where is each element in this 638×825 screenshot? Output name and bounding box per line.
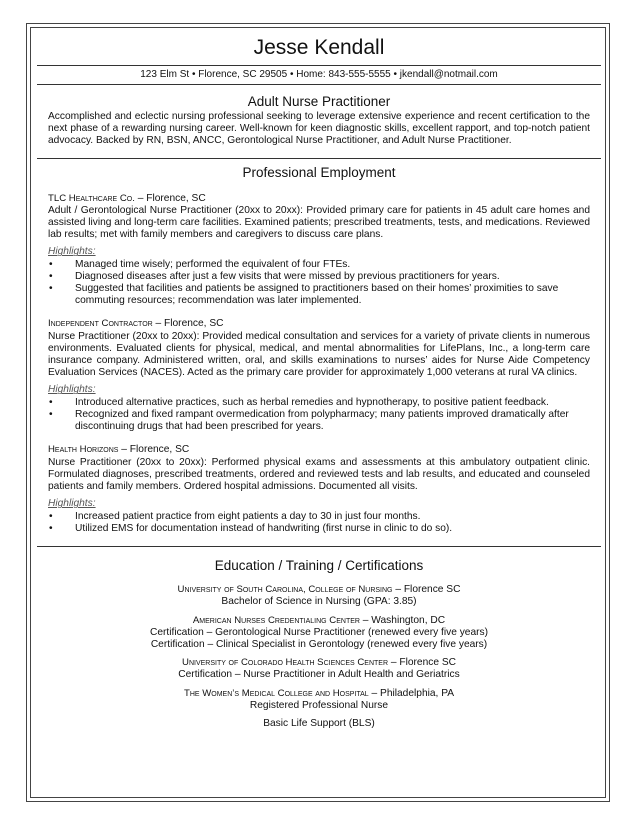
education-entry <box>48 584 590 608</box>
institution-location: – Philadelphia, PA <box>368 687 455 699</box>
summary-title: Adult Nurse Practitioner <box>247 94 391 109</box>
highlights-label: Highlights: <box>48 498 96 510</box>
credential-line: Basic Life Support (BLS) <box>263 718 375 730</box>
employment-title: Professional Employment <box>242 164 396 180</box>
institution-location: – Florence SC <box>392 584 461 596</box>
institution-line <box>48 615 590 627</box>
list-item <box>48 397 590 409</box>
education-entry <box>48 615 590 652</box>
employer-location: – Florence, SC <box>152 318 224 330</box>
credential-line: Certification – Nurse Practitioner in Adult Health and Geriatrics <box>178 669 460 681</box>
list-item <box>48 511 590 523</box>
education-entry <box>48 657 590 681</box>
job-employer <box>48 193 590 205</box>
education-title: Education / Training / Certifications <box>214 558 424 574</box>
list-item <box>48 259 590 271</box>
resume <box>48 33 590 736</box>
highlights-list <box>48 511 590 535</box>
job-role: Adult / Gerontological Nurse Practitioner <box>48 204 232 216</box>
bullet-icon: • <box>49 271 53 283</box>
highlights-label: Highlights: <box>48 384 96 396</box>
bullet-icon: • <box>49 511 53 523</box>
job-employer <box>48 318 590 330</box>
header-divider-bottom <box>37 84 601 85</box>
institution-name: American Nurses Credentialing Center <box>192 614 360 626</box>
contact-line: 123 Elm St • Florence, SC 29505 • Home: 843-555-5555 • jkendall@notmail.com <box>140 69 498 80</box>
institution-name: University of Colorado Health Sciences Center <box>182 657 389 669</box>
employer-name: Independent Contractor <box>48 318 153 330</box>
job-role: Nurse Practitioner <box>48 330 130 342</box>
summary-text: Accomplished and eclectic nursing professional seeking to leverage extensive experience and recent certification to the next phase of a rewarding nursing career. Well-known for keen diagnostic skills, excellent rapport, and top-notch patient advocacy. Backed by RN, BSN, ANCC, Gerontological Nurse Practitioner, and Adult Nurse Practitioner. <box>48 111 590 147</box>
bullet-icon: • <box>49 397 53 409</box>
highlight-text: Introduced alternative practices, such as herbal remedies and hypnotherapy, to positive patient feedback. <box>75 397 549 409</box>
job-details: (20xx to 20xx): Performed physical exams and assessments at this ambulatory outpatient clinic. Formulated diagnoses, prescribed treatments, ordered and reviewed tests and lab results, and educated and counseled patients and family members. Ordered hospital admissions. Documented all visits. <box>48 456 591 493</box>
education-entry <box>48 718 590 730</box>
job-description <box>48 205 590 242</box>
institution-name: University of South Carolina, College of Nursing <box>177 584 393 596</box>
list-item <box>48 523 590 535</box>
employer-location: – Florence, SC <box>118 444 190 456</box>
highlights-list <box>48 397 590 433</box>
credential-line: Certification – Gerontological Nurse Practitioner (renewed every five years) <box>149 626 489 638</box>
highlight-text: Suggested that facilities and patients be assigned to practitioners based on their homes’ proximities to save commuting resources; recommendation was later implemented. <box>75 283 559 307</box>
education-entry <box>48 688 590 712</box>
highlight-text: Managed time wisely; performed the equivalent of four FTEs. <box>75 259 351 271</box>
section-divider <box>37 158 601 159</box>
highlights-label: Highlights: <box>48 246 96 258</box>
highlight-text: Diagnosed diseases after just a few visits that were missed by previous practitioners for years. <box>75 271 500 283</box>
institution-line <box>48 584 590 596</box>
institution-line <box>48 657 590 669</box>
credential-line: Bachelor of Science in Nursing (GPA: 3.85) <box>221 596 417 608</box>
job-details: (20xx to 20xx): Provided medical consultation and services for a variety of private clients in numerous environments. Evaluated clients for physical, medical, and mental abnormalities for LifePlans, Inc., a long-term care insurance company. Administered written, oral, and skills examinations to nurses’ aides for Nurse Aide Competency Evaluation Services (NACES). Acted as the primary care provider for approximately 1,000 veterans at rural VA clinics. <box>48 330 591 379</box>
bullet-icon: • <box>49 523 53 535</box>
institution-line <box>48 688 590 700</box>
list-item <box>48 409 590 433</box>
employer-name: TLC Healthcare Co. <box>48 192 135 204</box>
list-item <box>48 283 590 307</box>
job-description <box>48 457 590 494</box>
bullet-icon: • <box>49 259 53 271</box>
highlight-text: Increased patient practice from eight patients a day to 30 in just four months. <box>75 511 421 523</box>
bullet-icon: • <box>49 409 53 421</box>
job-details: (20xx to 20xx): Provided primary care for patients in 45 adult care homes and assisted living and long-term care facilities. Examined patients; prescribed treatments, tests, and medications. Reviewed lab results; met with family members and caregivers to discuss care plans. <box>48 204 591 241</box>
list-item <box>48 271 590 283</box>
institution-location: – Florence SC <box>388 657 456 669</box>
job-entry <box>48 318 590 433</box>
bullet-icon: • <box>49 283 53 295</box>
section-divider <box>37 546 601 547</box>
highlights-list <box>48 259 590 307</box>
job-employer <box>48 444 590 456</box>
institution-location: – Washington, DC <box>359 614 446 626</box>
job-entry <box>48 193 590 308</box>
job-entry <box>48 444 590 535</box>
candidate-name: Jesse Kendall <box>253 36 385 59</box>
employer-name: Health Horizons <box>48 444 119 456</box>
job-role: Nurse Practitioner <box>48 456 132 468</box>
credential-line: Registered Professional Nurse <box>249 699 389 711</box>
highlight-text: Utilized EMS for documentation instead of handwriting (first nurse in clinic to do so). <box>75 523 453 535</box>
employer-location: – Florence, SC <box>134 192 206 204</box>
credential-line: Certification – Clinical Specialist in Gerontology (renewed every five years) <box>150 639 488 651</box>
job-description <box>48 331 590 380</box>
institution-name: The Women’s Medical College and Hospital <box>183 687 369 699</box>
highlight-text: Recognized and fixed rampant overmedication from polypharmacy; many patients improved dramatically after discontinuing drugs that had been prescribed for years. <box>75 409 569 433</box>
